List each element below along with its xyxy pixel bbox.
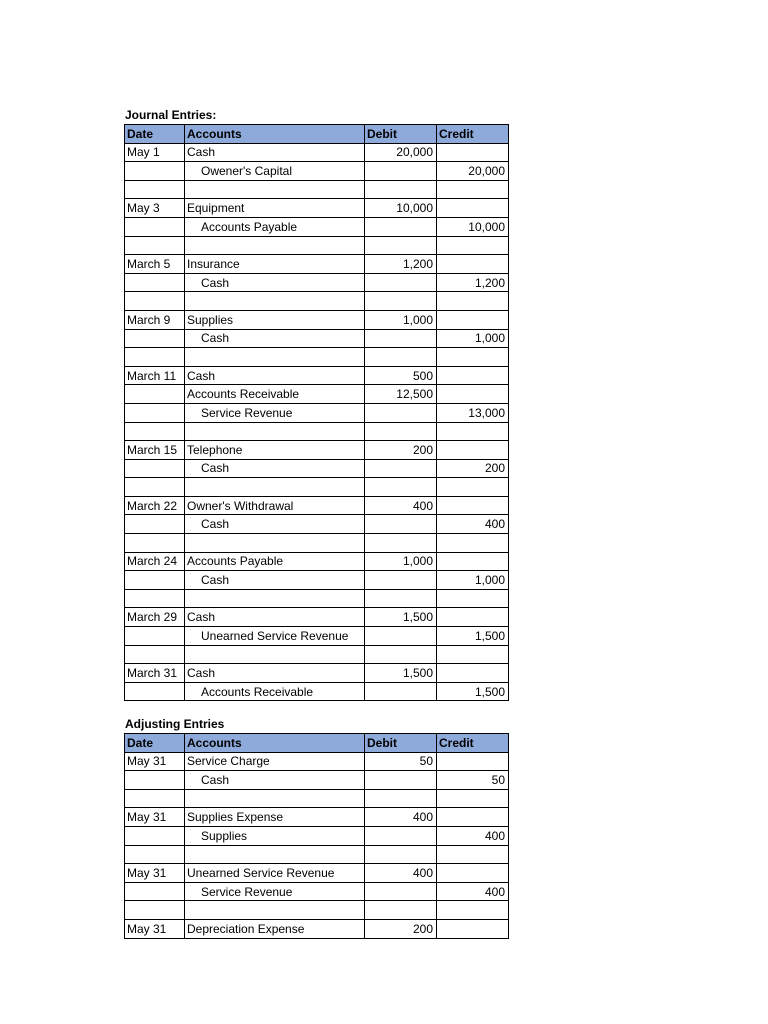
credit-cell — [437, 589, 509, 608]
debit-cell: 12,500 — [365, 385, 437, 404]
debit-cell — [365, 403, 437, 422]
table-row — [125, 571, 509, 590]
account-cell — [185, 789, 365, 808]
table-row — [125, 752, 509, 771]
account-cell: Insurance — [185, 255, 365, 274]
account-cell: Accounts Payable — [185, 552, 365, 571]
date-cell — [125, 348, 185, 367]
table-row — [125, 422, 509, 441]
debit-cell — [365, 901, 437, 920]
table-header-row — [125, 734, 509, 753]
table-row — [125, 682, 509, 701]
date-cell — [125, 627, 185, 646]
debit-cell: 500 — [365, 366, 437, 385]
credit-cell — [437, 422, 509, 441]
debit-cell — [365, 459, 437, 478]
account-cell: Equipment — [185, 199, 365, 218]
credit-cell: 50 — [437, 771, 509, 790]
debit-cell — [365, 422, 437, 441]
table-row — [125, 478, 509, 497]
date-cell — [125, 571, 185, 590]
header-debit: Debit — [365, 125, 437, 144]
account-cell: Unearned Service Revenue — [185, 627, 365, 646]
credit-cell: 10,000 — [437, 217, 509, 236]
credit-cell — [437, 236, 509, 255]
table-row — [125, 808, 509, 827]
journal-entries-title: Journal Entries: — [125, 108, 217, 122]
header-date: Date — [125, 734, 185, 753]
table-row — [125, 845, 509, 864]
account-cell: Cash — [185, 143, 365, 162]
account-cell: Cash — [185, 329, 365, 348]
debit-cell: 400 — [365, 496, 437, 515]
table-row — [125, 199, 509, 218]
account-cell: Supplies Expense — [185, 808, 365, 827]
table-row — [125, 882, 509, 901]
credit-cell — [437, 608, 509, 627]
table-row — [125, 864, 509, 883]
date-cell: March 22 — [125, 496, 185, 515]
credit-cell: 400 — [437, 882, 509, 901]
credit-cell — [437, 752, 509, 771]
account-cell: Unearned Service Revenue — [185, 864, 365, 883]
table-row — [125, 901, 509, 920]
date-cell — [125, 478, 185, 497]
header-date: Date — [125, 125, 185, 144]
table-row — [125, 789, 509, 808]
adjusting-entries-title: Adjusting Entries — [125, 717, 225, 731]
account-cell: Accounts Receivable — [185, 682, 365, 701]
table-row — [125, 236, 509, 255]
credit-cell — [437, 180, 509, 199]
date-cell: March 31 — [125, 664, 185, 683]
date-cell — [125, 882, 185, 901]
table-row — [125, 180, 509, 199]
date-cell: May 3 — [125, 199, 185, 218]
date-cell: May 31 — [125, 752, 185, 771]
debit-cell: 400 — [365, 808, 437, 827]
date-cell — [125, 403, 185, 422]
date-cell — [125, 515, 185, 534]
date-cell — [125, 329, 185, 348]
debit-cell: 1,200 — [365, 255, 437, 274]
table-row — [125, 515, 509, 534]
credit-cell — [437, 919, 509, 938]
header-accounts: Accounts — [185, 125, 365, 144]
table-row — [125, 217, 509, 236]
date-cell — [125, 217, 185, 236]
table-row — [125, 771, 509, 790]
account-cell — [185, 180, 365, 199]
debit-cell — [365, 515, 437, 534]
date-cell — [125, 422, 185, 441]
header-credit: Credit — [437, 734, 509, 753]
credit-cell — [437, 864, 509, 883]
credit-cell — [437, 552, 509, 571]
account-cell: Service Revenue — [185, 882, 365, 901]
table-row — [125, 255, 509, 274]
debit-cell — [365, 329, 437, 348]
debit-cell: 20,000 — [365, 143, 437, 162]
credit-cell: 400 — [437, 826, 509, 845]
credit-cell: 13,000 — [437, 403, 509, 422]
table-header-row — [125, 125, 509, 144]
account-cell — [185, 478, 365, 497]
table-row — [125, 273, 509, 292]
credit-cell — [437, 845, 509, 864]
date-cell — [125, 771, 185, 790]
debit-cell — [365, 882, 437, 901]
credit-cell — [437, 534, 509, 553]
table-row — [125, 664, 509, 683]
date-cell — [125, 826, 185, 845]
credit-cell — [437, 199, 509, 218]
account-cell: Supplies — [185, 310, 365, 329]
credit-cell — [437, 789, 509, 808]
debit-cell — [365, 273, 437, 292]
debit-cell — [365, 348, 437, 367]
debit-cell — [365, 180, 437, 199]
table-row — [125, 348, 509, 367]
credit-cell: 1,000 — [437, 329, 509, 348]
account-cell: Service Revenue — [185, 403, 365, 422]
account-cell: Cash — [185, 366, 365, 385]
debit-cell — [365, 627, 437, 646]
debit-cell — [365, 845, 437, 864]
date-cell — [125, 645, 185, 664]
date-cell: May 31 — [125, 919, 185, 938]
date-cell — [125, 292, 185, 311]
adjusting-entries-table — [124, 733, 509, 939]
table-row — [125, 292, 509, 311]
debit-cell: 200 — [365, 441, 437, 460]
debit-cell: 1,500 — [365, 664, 437, 683]
debit-cell — [365, 571, 437, 590]
credit-cell: 1,500 — [437, 682, 509, 701]
debit-cell — [365, 789, 437, 808]
account-cell: Cash — [185, 664, 365, 683]
date-cell — [125, 534, 185, 553]
debit-cell — [365, 162, 437, 181]
account-cell: Cash — [185, 571, 365, 590]
credit-cell — [437, 645, 509, 664]
account-cell — [185, 845, 365, 864]
date-cell — [125, 162, 185, 181]
account-cell — [185, 534, 365, 553]
credit-cell — [437, 496, 509, 515]
credit-cell — [437, 385, 509, 404]
credit-cell — [437, 348, 509, 367]
debit-cell — [365, 682, 437, 701]
account-cell: Accounts Payable — [185, 217, 365, 236]
date-cell — [125, 236, 185, 255]
account-cell — [185, 589, 365, 608]
account-cell: Service Charge — [185, 752, 365, 771]
account-cell: Telephone — [185, 441, 365, 460]
account-cell: Owener's Capital — [185, 162, 365, 181]
account-cell: Owner's Withdrawal — [185, 496, 365, 515]
credit-cell — [437, 901, 509, 920]
debit-cell — [365, 217, 437, 236]
date-cell — [125, 845, 185, 864]
credit-cell — [437, 478, 509, 497]
credit-cell — [437, 292, 509, 311]
debit-cell — [365, 771, 437, 790]
date-cell — [125, 273, 185, 292]
credit-cell: 20,000 — [437, 162, 509, 181]
table-row — [125, 459, 509, 478]
table-row — [125, 608, 509, 627]
date-cell: March 9 — [125, 310, 185, 329]
header-credit: Credit — [437, 125, 509, 144]
credit-cell — [437, 143, 509, 162]
debit-cell: 1,000 — [365, 310, 437, 329]
debit-cell — [365, 826, 437, 845]
table-row — [125, 552, 509, 571]
date-cell: May 31 — [125, 864, 185, 883]
date-cell — [125, 180, 185, 199]
debit-cell — [365, 478, 437, 497]
table-row — [125, 385, 509, 404]
table-row — [125, 403, 509, 422]
date-cell: March 11 — [125, 366, 185, 385]
date-cell: May 1 — [125, 143, 185, 162]
account-cell — [185, 292, 365, 311]
debit-cell: 1,500 — [365, 608, 437, 627]
table-row — [125, 366, 509, 385]
credit-cell — [437, 664, 509, 683]
table-row — [125, 919, 509, 938]
date-cell: March 5 — [125, 255, 185, 274]
account-cell — [185, 236, 365, 255]
credit-cell: 200 — [437, 459, 509, 478]
account-cell: Cash — [185, 608, 365, 627]
account-cell: Cash — [185, 771, 365, 790]
date-cell — [125, 589, 185, 608]
table-row — [125, 627, 509, 646]
table-row — [125, 162, 509, 181]
table-row — [125, 310, 509, 329]
table-row — [125, 143, 509, 162]
debit-cell: 10,000 — [365, 199, 437, 218]
account-cell: Cash — [185, 459, 365, 478]
account-cell — [185, 645, 365, 664]
table-row — [125, 441, 509, 460]
account-cell: Cash — [185, 515, 365, 534]
debit-cell: 50 — [365, 752, 437, 771]
date-cell — [125, 789, 185, 808]
debit-cell — [365, 645, 437, 664]
date-cell — [125, 682, 185, 701]
credit-cell — [437, 808, 509, 827]
credit-cell: 400 — [437, 515, 509, 534]
credit-cell — [437, 310, 509, 329]
debit-cell — [365, 534, 437, 553]
table-row — [125, 645, 509, 664]
account-cell — [185, 348, 365, 367]
date-cell: May 31 — [125, 808, 185, 827]
account-cell — [185, 901, 365, 920]
date-cell — [125, 459, 185, 478]
credit-cell: 1,000 — [437, 571, 509, 590]
account-cell: Accounts Receivable — [185, 385, 365, 404]
debit-cell — [365, 589, 437, 608]
credit-cell — [437, 441, 509, 460]
account-cell: Supplies — [185, 826, 365, 845]
table-row — [125, 329, 509, 348]
credit-cell: 1,500 — [437, 627, 509, 646]
debit-cell: 200 — [365, 919, 437, 938]
debit-cell — [365, 236, 437, 255]
header-accounts: Accounts — [185, 734, 365, 753]
table-row — [125, 826, 509, 845]
debit-cell: 1,000 — [365, 552, 437, 571]
account-cell: Cash — [185, 273, 365, 292]
table-row — [125, 534, 509, 553]
account-cell — [185, 422, 365, 441]
date-cell — [125, 385, 185, 404]
account-cell: Depreciation Expense — [185, 919, 365, 938]
debit-cell — [365, 292, 437, 311]
date-cell — [125, 901, 185, 920]
table-row — [125, 589, 509, 608]
credit-cell: 1,200 — [437, 273, 509, 292]
debit-cell: 400 — [365, 864, 437, 883]
date-cell: March 15 — [125, 441, 185, 460]
date-cell: March 24 — [125, 552, 185, 571]
credit-cell — [437, 366, 509, 385]
table-row — [125, 496, 509, 515]
journal-entries-table — [124, 124, 509, 701]
credit-cell — [437, 255, 509, 274]
header-debit: Debit — [365, 734, 437, 753]
date-cell: March 29 — [125, 608, 185, 627]
